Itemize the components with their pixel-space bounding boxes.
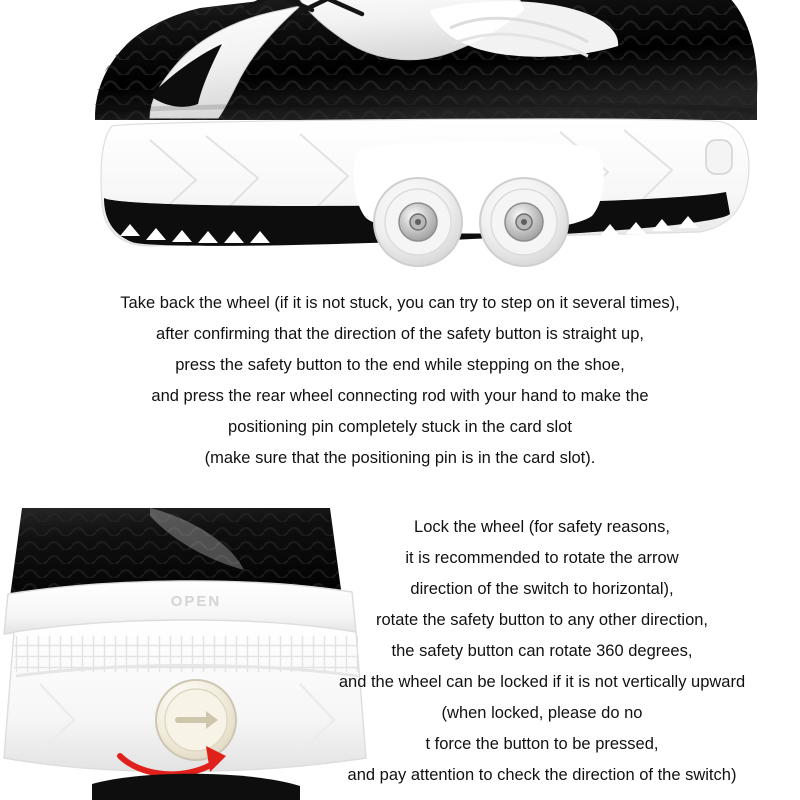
instruction-line: and press the rear wheel connecting rod with your hand to make the bbox=[151, 387, 649, 405]
rear-wheel bbox=[480, 178, 568, 266]
instruction-line: after confirming that the direction of the safety button is straight up, bbox=[156, 325, 644, 343]
instructions-retract-wheel bbox=[0, 288, 800, 474]
instruction-line: positioning pin completely stuck in the card slot bbox=[228, 418, 572, 436]
instructions-lock-wheel bbox=[292, 512, 792, 791]
instruction-line: it is recommended to rotate the arrow bbox=[405, 549, 679, 567]
instruction-line: and pay attention to check the direction of the switch) bbox=[347, 766, 737, 784]
open-label-top: OPEN bbox=[170, 593, 222, 610]
front-wheel bbox=[374, 178, 462, 266]
instruction-line: t force the button to be pressed, bbox=[425, 735, 659, 753]
instruction-line: rotate the safety button to any other direction, bbox=[375, 611, 709, 629]
instruction-line: the safety button can rotate 360 degrees, bbox=[391, 642, 693, 660]
instruction-line: Take back the wheel (if it is not stuck, you can try to step on it several times), bbox=[120, 294, 680, 312]
heel-safety-button bbox=[706, 140, 732, 174]
instruction-line: (make sure that the positioning pin is in the card slot). bbox=[204, 449, 596, 467]
instruction-line: press the safety button to the end while stepping on the shoe, bbox=[175, 356, 625, 374]
instruction-line: direction of the switch to horizontal), bbox=[410, 580, 674, 598]
safety-button bbox=[156, 680, 236, 760]
instruction-line: Lock the wheel (for safety reasons, bbox=[414, 518, 670, 536]
instruction-line: and the wheel can be locked if it is not vertically upward bbox=[338, 673, 746, 691]
hero-illustration bbox=[0, 0, 800, 278]
instruction-line: (when locked, please do no bbox=[441, 704, 643, 722]
roller-skate-shoe-side-view-photo bbox=[0, 0, 800, 278]
